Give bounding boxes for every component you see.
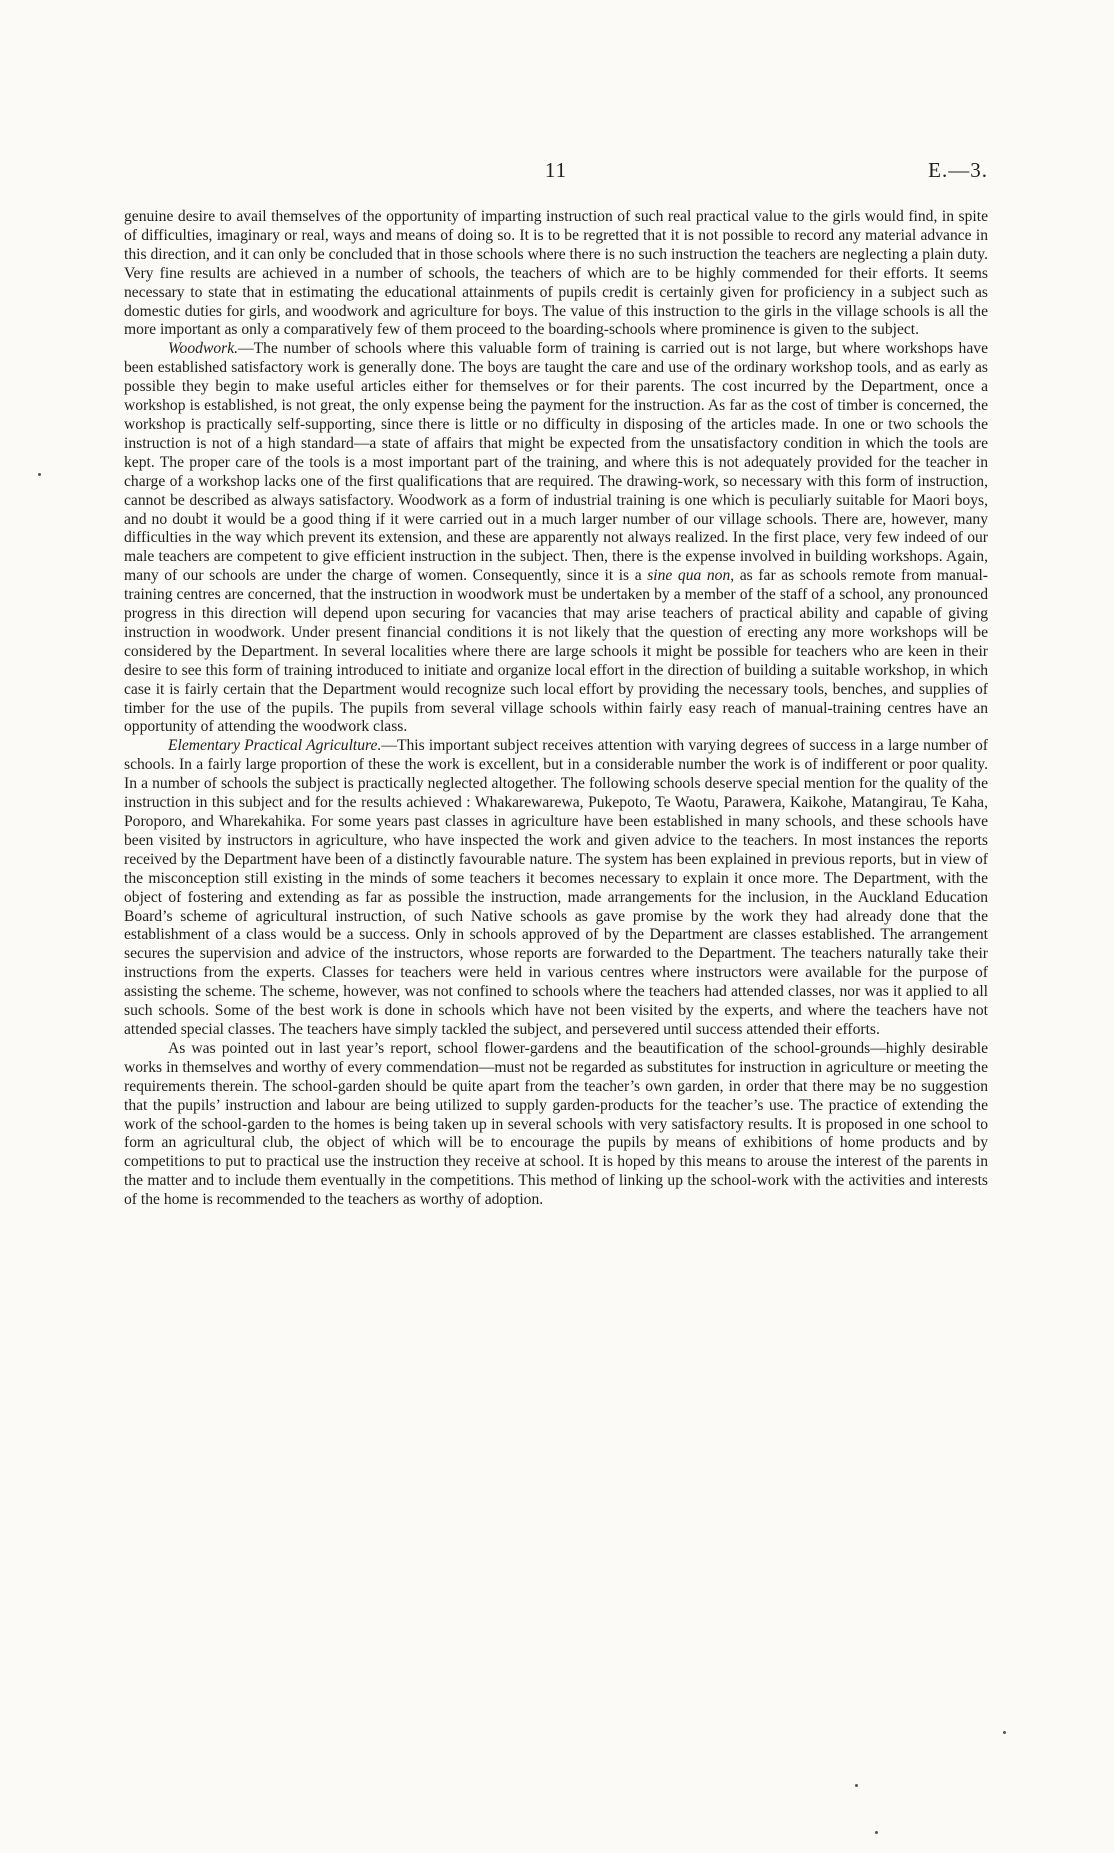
document-reference: E.—3. — [928, 158, 988, 182]
paragraph-text: genuine desire to avail themselves of the opportunity of imparting instruction of such real practical value to the girls would find, in spite of difficulties, imaginary or real, ways and means of doing so. It is to be regretted that it is not possible to record any material advance in this direction, and it can only be concluded that in those schools where there is no such instruction the teachers are neglecting a plain duty. Very fine results are achieved in a number of schools, the teachers of which are to be highly commended for their efforts. It seems necessary to state that in estimating the educational attainments of pupils credit is certainly given for proficiency in a subject such as domestic duties for girls, and woodwork and agriculture for boys. The value of this instruction to the girls in the village schools is all the more important as only a comparatively few of them proceed to the boarding-schools where prominence is given to the subject. — [124, 208, 988, 339]
italic-phrase: sine qua non — [647, 567, 731, 585]
paragraph-text-continued: , as far as schools remote from manual-training centres are concerned, that the instruction in woodwork must be undertaken by a member of the staff of a school, any pronounced progress in this direction will depend upon securing for vacancies that may arise teachers of practical ability and capable of giving instruction in woodwork. Under present financial conditions it is not likely that the question of erecting any more workshops will be considered by the Department. In several localities where there are large schools it might be possible for teachers who are keen in their desire to see this form of training introduced to initiate and organize local effort in the direction of building a suitable workshop, in which case it is fairly certain that the Department would recognize such local effort by providing the necessary tools, benches, and supplies of timber for the use of the pupils. The pupils from several village schools within fairly easy reach of manual-training centres have an opportunity of attending the woodwork class. — [124, 567, 988, 736]
paragraph-school-gardens — [124, 1040, 988, 1210]
margin-speck-mark — [855, 1784, 858, 1787]
margin-speck-mark — [38, 473, 41, 476]
paragraph-text: —The number of schools where this valuable form of training is carried out is not large, but where workshops have been established satisfactory work is generally done. The boys are taught the care and use of the ordinary workshop tools, and as early as possible they begin to make useful articles either for themselves or for their parents. The cost incurred by the Department, once a workshop is established, is not great, the only expense being the payment for the instruction. As far as the cost of timber is concerned, the workshop is practically self-supporting, since there is little or no difficulty in disposing of the articles made. In one or two schools the instruction is not of a high standard—a state of affairs that might be expected from the unsatisfactory condition in which the tools are kept. The proper care of the tools is a most important part of the training, and where this is not adequately provided for the teacher in charge of a workshop lacks one of the first qualifications that are required. The drawing-work, so necessary with this form of instruction, cannot be described as always satisfactory. Woodwork as a form of industrial training is one which is peculiarly suitable for Maori boys, and no doubt it would be a good thing if it were carried out in a much larger number of our village schools. There are, however, many difficulties in the way which prevent its extension, and these are apparently not always realized. In the first place, very few indeed of our male teachers are competent to give efficient instruction in the subject. Then, there is the expense involved in building workshops. Again, many of our schools are under the charge of women. Consequently, since it is a — [124, 340, 988, 585]
paragraph-text: —This important subject receives attention with varying degrees of success in a large number of schools. In a fairly large proportion of these the work is excellent, but in a considerable number the work is of indifferent or poor quality. In a number of schools the subject is practically neglected altogether. The following schools deserve special mention for the quality of the instruction in this subject and for the results achieved : Whakarewarewa, Pukepoto, Te Waotu, Parawera, Kaikohe, Matangirau, Te Kaha, Poroporo, and Wharekahika. For some years past classes in agriculture have been established in many schools, and these schools have been visited by instructors in agriculture, who have inspected the work and given advice to the teachers. In most instances the reports received by the Department have been of a distinctly favourable nature. The system has been explained in previous reports, but in view of the misconception still existing in the minds of some teachers it becomes necessary to explain it once more. The Department, with the object of fostering and extending as far as possible the instruction, made arrangements for the inclusion, in the Auckland Education Board’s scheme of agricultural instruction, of such Native schools as gave promise by the work they had already done that the establishment of a class would be a success. Only in schools approved of by the Department are classes established. The arrangement secures the supervision and advice of the instructors, whose reports are forwarded to the Department. The teachers naturally take their instructions from the experts. Classes for teachers were held in various centres where instructors were available for the purpose of assisting the scheme. The scheme, however, was not confined to schools where the teachers had attended classes, nor was it applied to all such schools. Some of the best work is done in schools which have not been visited by the experts, and where the teachers have not attended special classes. The teachers have simply tackled the subject, and persevered until success attended their efforts. — [124, 737, 989, 1038]
paragraph-text: As was pointed out in last year’s report, school flower-gardens and the beautification of the school-grounds—highly desirable works in themselves and worthy of every commendation—must not be regarded as substitutes for instruction in agriculture or meeting the requirements therein. The school-garden should be quite apart from the teacher’s own garden, in order that there may be no suggestion that the pupils’ instruction and labour are being utilized to supply garden-products for the teacher’s use. The practice of extending the work of the school-garden to the homes is being taken up in several schools with very satisfactory results. It is proposed in one school to form an agricultural club, the object of which will be to encourage the pupils by means of exhibitions of home products and by competitions to put to practical use the instruction they receive at school. It is hoped by this means to arouse the interest of the parents in the matter and to include them eventually in the competitions. This method of linking up the school-work with the activities and interests of the home is recommended to the teachers as worthy of adoption. — [124, 1039, 988, 1209]
page-header — [124, 158, 988, 188]
paragraph-woodwork — [124, 340, 988, 737]
paragraph-agriculture — [124, 737, 988, 1040]
paragraph-domestic-duties — [124, 208, 988, 340]
margin-speck-mark — [1003, 1731, 1006, 1734]
margin-speck-mark — [875, 1831, 878, 1834]
body-text — [124, 208, 988, 1210]
section-heading-woodwork: Woodwork. — [168, 340, 239, 358]
section-heading-agriculture: Elementary Practical Agriculture. — [168, 737, 382, 755]
page-number: 11 — [544, 158, 568, 182]
